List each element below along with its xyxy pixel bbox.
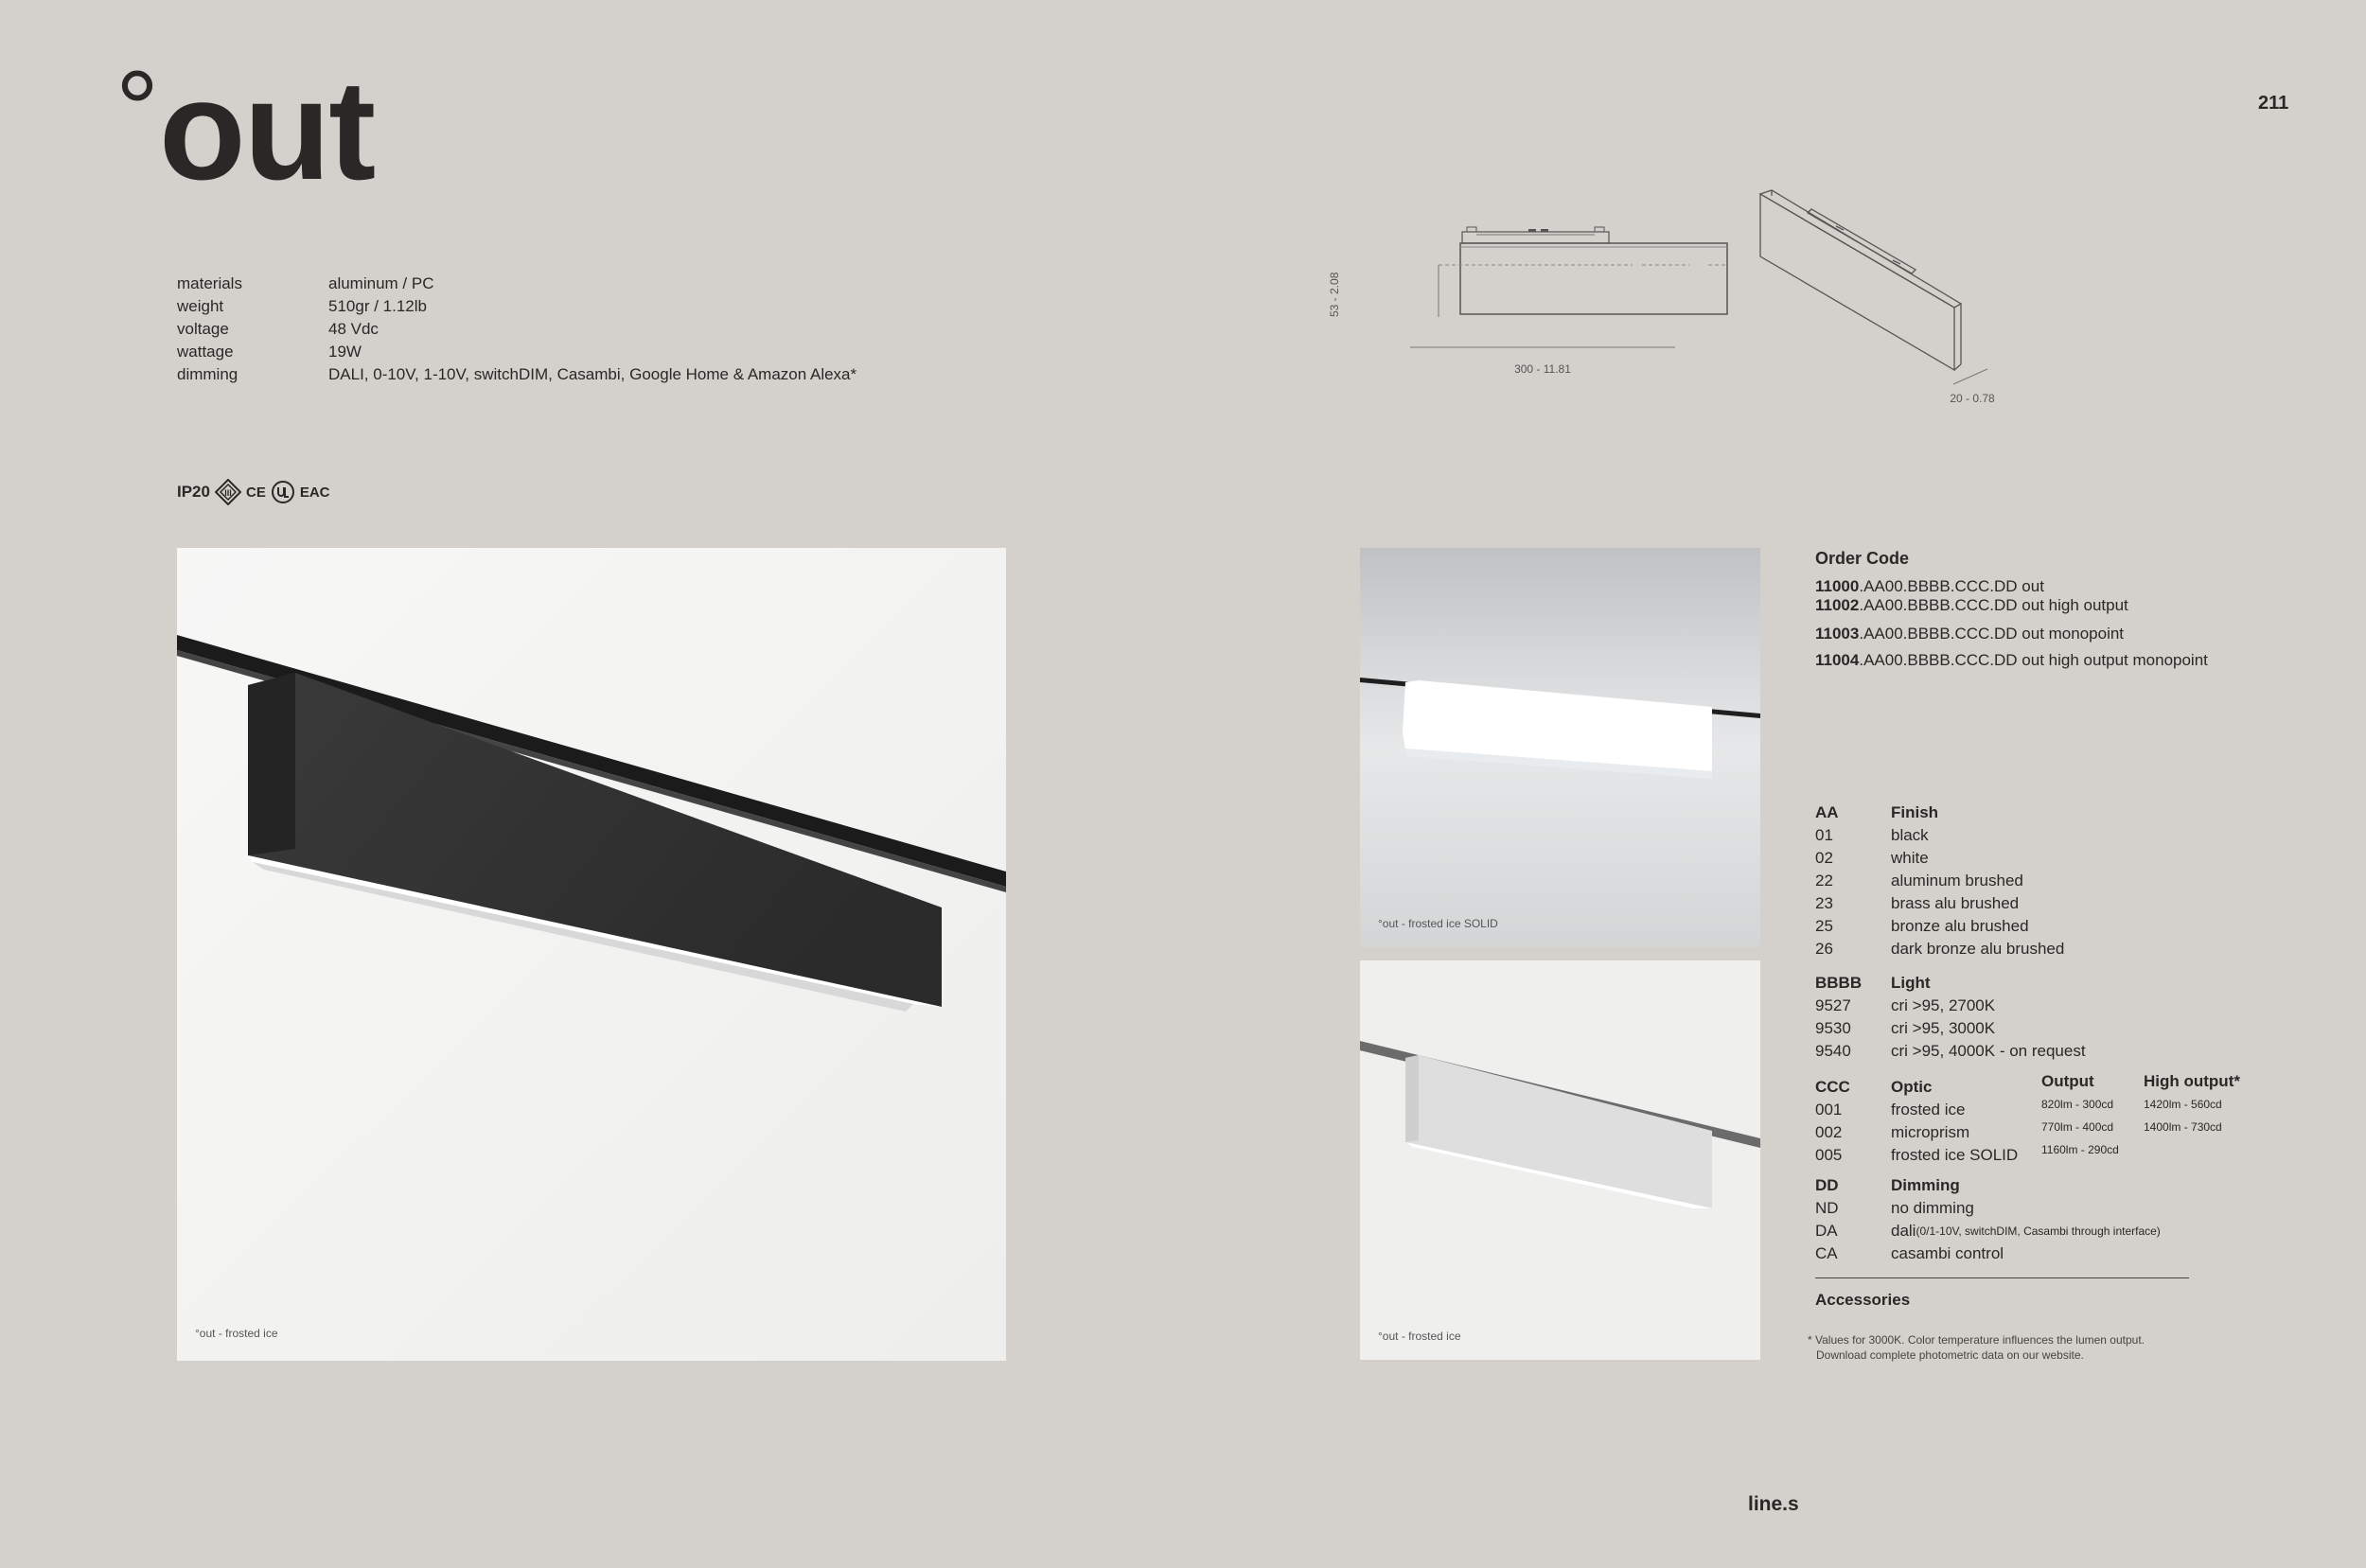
dimming-code: ND	[1815, 1199, 1839, 1217]
dimming-name: casambi control	[1891, 1244, 2004, 1262]
dimming-code-header: DD	[1815, 1176, 1839, 1194]
high-output-value: 1420lm - 560cd	[2144, 1098, 2222, 1111]
class-iii-icon	[215, 479, 241, 505]
light-table	[1815, 972, 2086, 1063]
dimming-row	[1815, 1220, 2161, 1242]
dimming-title: Dimming	[1891, 1176, 1960, 1194]
main-photo-caption: °out - frosted ice	[195, 1327, 278, 1340]
finish-name: brass alu brushed	[1891, 894, 2020, 912]
finish-row	[1815, 915, 2064, 938]
finish-name: black	[1891, 826, 1929, 844]
dimming-row	[1815, 1197, 2161, 1220]
finish-code: 01	[1815, 826, 1833, 844]
finish-name: dark bronze alu brushed	[1891, 940, 2065, 958]
finish-code: 22	[1815, 872, 1833, 890]
white-photo-caption: °out - frosted ice	[1378, 1330, 1461, 1343]
finish-code: 02	[1815, 849, 1833, 867]
optic-code-header: CCC	[1815, 1078, 1850, 1096]
output-value: 770lm - 400cd	[2041, 1120, 2114, 1134]
output-column	[2041, 1070, 2119, 1161]
light-code: 9540	[1815, 1042, 1851, 1060]
spec-value: DALI, 0-10V, 1-10V, switchDIM, Casambi, Google Home & Amazon Alexa*	[328, 365, 857, 383]
order-code-row	[1815, 623, 2208, 649]
high-output-header: High output*	[2144, 1072, 2240, 1090]
height-dimension: 53 - 2.08	[1328, 272, 1341, 317]
order-code-suffix: .AA00.BBBB.CCC.DD out	[1859, 577, 2044, 595]
light-code: 9530	[1815, 1019, 1851, 1037]
finish-code: 25	[1815, 917, 1833, 935]
spec-row	[177, 318, 856, 341]
spec-label: materials	[177, 274, 242, 292]
certification-marks	[177, 479, 330, 505]
dimming-table	[1815, 1174, 2161, 1265]
light-header	[1815, 972, 2086, 995]
ce-mark: CE	[245, 484, 266, 501]
finish-header	[1815, 802, 2064, 824]
finish-table	[1815, 802, 2064, 960]
optic-row	[1815, 1144, 2018, 1167]
order-code-list	[1815, 575, 2208, 676]
optic-title: Optic	[1891, 1078, 1933, 1096]
order-code-row	[1815, 596, 2208, 617]
optic-name: frosted ice SOLID	[1891, 1146, 2019, 1164]
svg-text:III: III	[224, 488, 232, 498]
finish-name: aluminum brushed	[1891, 872, 2023, 890]
order-code-suffix: .AA00.BBBB.CCC.DD out high output monopoint	[1859, 651, 2208, 669]
optic-code: 001	[1815, 1101, 1843, 1119]
high-output-column	[2144, 1070, 2240, 1138]
order-code-number: 11002	[1815, 596, 1860, 614]
dimming-header	[1815, 1174, 2161, 1197]
order-code-number: 11004	[1815, 651, 1860, 669]
page-number: 211	[2258, 93, 2289, 114]
accessories-title: Accessories	[1815, 1291, 1911, 1309]
light-title: Light	[1891, 974, 1931, 992]
finish-row	[1815, 892, 2064, 915]
light-row	[1815, 1040, 2086, 1063]
solid-photo-caption: °out - frosted ice SOLID	[1378, 917, 1498, 930]
white-fixture-image	[1360, 960, 1760, 1360]
output-value: 820lm - 300cd	[2041, 1098, 2114, 1111]
optic-code: 005	[1815, 1146, 1843, 1164]
spec-label: wattage	[177, 343, 234, 361]
finish-row	[1815, 847, 2064, 870]
optic-table	[1815, 1076, 2018, 1167]
high-output-value: 1400lm - 730cd	[2144, 1120, 2222, 1134]
dimming-name: no dimming	[1891, 1199, 1974, 1217]
dimming-row	[1815, 1242, 2161, 1265]
order-code-row	[1815, 649, 2208, 676]
dimming-name: dali	[1891, 1222, 1916, 1240]
finish-code: 26	[1815, 940, 1833, 958]
light-code: 9527	[1815, 996, 1851, 1014]
spec-row	[177, 341, 856, 363]
frosted-solid-photo	[1360, 548, 1760, 947]
length-dimension: 300 - 11.81	[1514, 362, 1571, 376]
ul-listed-icon	[271, 480, 295, 504]
spec-label: weight	[177, 297, 224, 315]
dimming-code: CA	[1815, 1244, 1838, 1262]
spec-row	[177, 295, 856, 318]
finish-title: Finish	[1891, 803, 1939, 821]
optic-name: microprism	[1891, 1123, 1970, 1141]
finish-code: 23	[1815, 894, 1833, 912]
ip-rating: IP20	[177, 483, 210, 501]
finish-row	[1815, 870, 2064, 892]
light-code-header: BBBB	[1815, 974, 1863, 992]
finish-row	[1815, 938, 2064, 960]
dimming-code: DA	[1815, 1222, 1838, 1240]
width-dimension: 20 - 0.78	[1950, 392, 1995, 405]
finish-row	[1815, 824, 2064, 847]
order-code-suffix: .AA00.BBBB.CCC.DD out monopoint	[1859, 625, 2125, 643]
eac-mark: EAC	[299, 484, 330, 501]
spec-value: 19W	[328, 343, 362, 361]
optic-row	[1815, 1121, 2018, 1144]
footnote-line: * Values for 3000K. Color temperature influences the lumen output.	[1808, 1333, 2145, 1347]
spec-list	[177, 273, 856, 386]
drawing	[1325, 185, 2044, 412]
optic-header	[1815, 1076, 2018, 1099]
dimming-note: (0/1-10V, switchDIM, Casambi through interface)	[1916, 1224, 2161, 1238]
light-row	[1815, 995, 2086, 1017]
order-code-number: 11003	[1815, 625, 1860, 643]
output-header: Output	[2041, 1072, 2094, 1090]
spec-value: 48 Vdc	[328, 320, 379, 338]
spec-value: aluminum / PC	[328, 274, 434, 292]
product-name: out	[159, 50, 375, 209]
black-fixture-image	[177, 548, 1006, 1361]
finish-name: white	[1891, 849, 1929, 867]
finish-name: bronze alu brushed	[1891, 917, 2029, 935]
optic-code: 002	[1815, 1123, 1843, 1141]
brand-logo: line.s	[1748, 1493, 1799, 1515]
light-name: cri >95, 4000K - on request	[1891, 1042, 2086, 1060]
finish-code-header: AA	[1815, 803, 1839, 821]
spec-row	[177, 273, 856, 295]
spec-label: voltage	[177, 320, 229, 338]
footnote-line: Download complete photometric data on our website.	[1816, 1348, 2084, 1362]
white-fixture-photo	[1360, 960, 1760, 1360]
optic-name: frosted ice	[1891, 1101, 1966, 1119]
order-code-number: 11000	[1815, 577, 1860, 595]
optic-row	[1815, 1099, 2018, 1121]
light-name: cri >95, 2700K	[1891, 996, 1996, 1014]
solid-fixture-image	[1360, 548, 1760, 947]
product-title	[115, 49, 375, 209]
light-name: cri >95, 3000K	[1891, 1019, 1996, 1037]
order-code-title: Order Code	[1815, 549, 1910, 568]
accessories-divider	[1815, 1277, 2189, 1278]
degree-mark: °	[115, 49, 157, 170]
spec-row	[177, 363, 856, 386]
order-code-suffix: .AA00.BBBB.CCC.DD out high output	[1859, 596, 2128, 614]
spec-value: 510gr / 1.12lb	[328, 297, 427, 315]
main-product-photo	[177, 548, 1006, 1361]
spec-label: dimming	[177, 365, 238, 383]
output-value: 1160lm - 290cd	[2041, 1143, 2119, 1156]
light-row	[1815, 1017, 2086, 1040]
footnote	[1808, 1332, 2145, 1363]
